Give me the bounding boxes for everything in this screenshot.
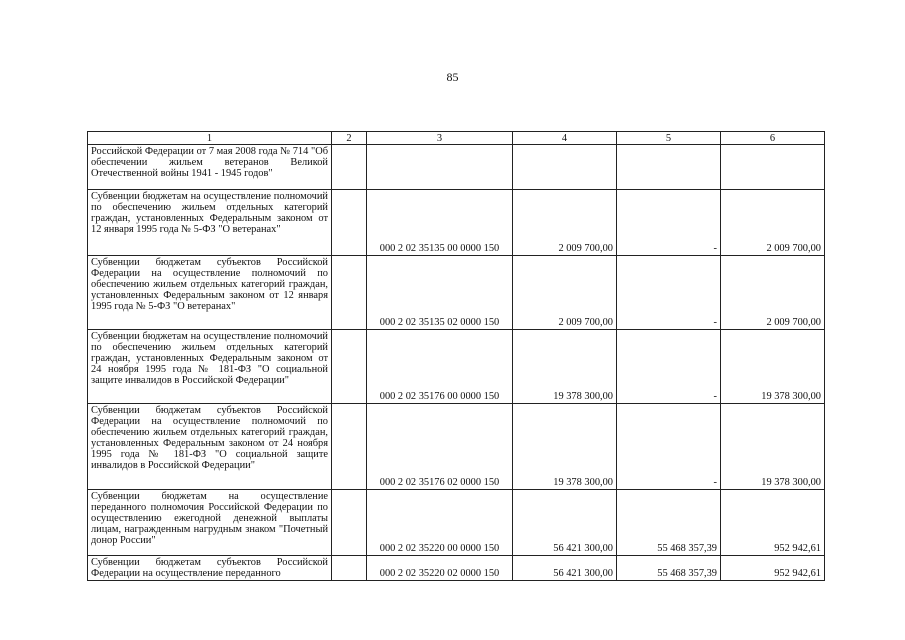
- row-executed: 55 468 357,39: [617, 490, 721, 556]
- table-row: [88, 190, 825, 256]
- row-executed: -: [617, 256, 721, 330]
- table-row: [88, 404, 825, 490]
- row-description: Субвенции бюджетам на осуществление переданного полномочия Российской Федерации по осуществлению ежегодной денежной выплаты лицам, награжденным нагрудным знаком "Почетный донор России": [88, 490, 332, 556]
- row-col2: [332, 190, 367, 256]
- table-header-row: [88, 132, 825, 145]
- column-header-3: 3: [367, 132, 513, 145]
- row-remainder: 952 942,61: [721, 556, 825, 581]
- row-budget-code: 000 2 02 35220 02 0000 150: [367, 556, 513, 581]
- row-col2: [332, 556, 367, 581]
- row-col2: [332, 490, 367, 556]
- column-header-5: 5: [617, 132, 721, 145]
- column-header-4: 4: [513, 132, 617, 145]
- row-remainder: 2 009 700,00: [721, 190, 825, 256]
- table-row: [88, 330, 825, 404]
- row-col2: [332, 256, 367, 330]
- table-row: [88, 556, 825, 581]
- row-amount: 2 009 700,00: [513, 256, 617, 330]
- row-description: Субвенции бюджетам на осуществление полномочий по обеспечению жильем отдельных категорий граждан, установленных Федеральным законом от 12 января 1995 года № 5-ФЗ "О ветеранах": [88, 190, 332, 256]
- row-executed: 55 468 357,39: [617, 556, 721, 581]
- column-header-6: 6: [721, 132, 825, 145]
- row-executed: -: [617, 330, 721, 404]
- column-header-1: 1: [88, 132, 332, 145]
- row-remainder: [721, 145, 825, 190]
- row-description: Российской Федерации от 7 мая 2008 года № 714 "Об обеспечении жильем ветеранов Великой Отечественной войны 1941 - 1945 годов": [88, 145, 332, 190]
- row-amount: 56 421 300,00: [513, 490, 617, 556]
- row-remainder: 19 378 300,00: [721, 404, 825, 490]
- row-budget-code: 000 2 02 35135 02 0000 150: [367, 256, 513, 330]
- row-remainder: 2 009 700,00: [721, 256, 825, 330]
- row-budget-code: [367, 145, 513, 190]
- row-amount: 2 009 700,00: [513, 190, 617, 256]
- page-number: 85: [446, 70, 459, 84]
- row-executed: -: [617, 190, 721, 256]
- row-description: Субвенции бюджетам субъектов Российской Федерации на осуществление переданного: [88, 556, 332, 581]
- row-remainder: 952 942,61: [721, 490, 825, 556]
- row-description: Субвенции бюджетам на осуществление полномочий по обеспечению жильем отдельных категорий граждан, установленных Федеральным законом от 24 ноября 1995 года № 181-ФЗ "О социальной защите инвалидов в Российской Федерации": [88, 330, 332, 404]
- row-description: Субвенции бюджетам субъектов Российской Федерации на осуществление полномочий по обеспечению жильем отдельных категорий граждан, установленных Федеральным законом от 12 января 1995 года № 5-ФЗ "О ветеранах": [88, 256, 332, 330]
- table-row: [88, 256, 825, 330]
- row-amount: 19 378 300,00: [513, 404, 617, 490]
- row-col2: [332, 330, 367, 404]
- table-row: [88, 145, 825, 190]
- column-header-2: 2: [332, 132, 367, 145]
- row-executed: -: [617, 404, 721, 490]
- row-col2: [332, 145, 367, 190]
- row-budget-code: 000 2 02 35176 02 0000 150: [367, 404, 513, 490]
- budget-table: [87, 131, 825, 581]
- row-description: Субвенции бюджетам субъектов Российской Федерации на осуществление полномочий по обеспечению жильем отдельных категорий граждан, установленных Федеральным законом от 24 ноября 1995 года № 181-ФЗ "О социальной защите инвалидов в Российской Федерации": [88, 404, 332, 490]
- row-budget-code: 000 2 02 35176 00 0000 150: [367, 330, 513, 404]
- row-amount: 56 421 300,00: [513, 556, 617, 581]
- row-budget-code: 000 2 02 35135 00 0000 150: [367, 190, 513, 256]
- row-amount: 19 378 300,00: [513, 330, 617, 404]
- table-row: [88, 490, 825, 556]
- row-budget-code: 000 2 02 35220 00 0000 150: [367, 490, 513, 556]
- row-remainder: 19 378 300,00: [721, 330, 825, 404]
- row-executed: [617, 145, 721, 190]
- row-amount: [513, 145, 617, 190]
- row-col2: [332, 404, 367, 490]
